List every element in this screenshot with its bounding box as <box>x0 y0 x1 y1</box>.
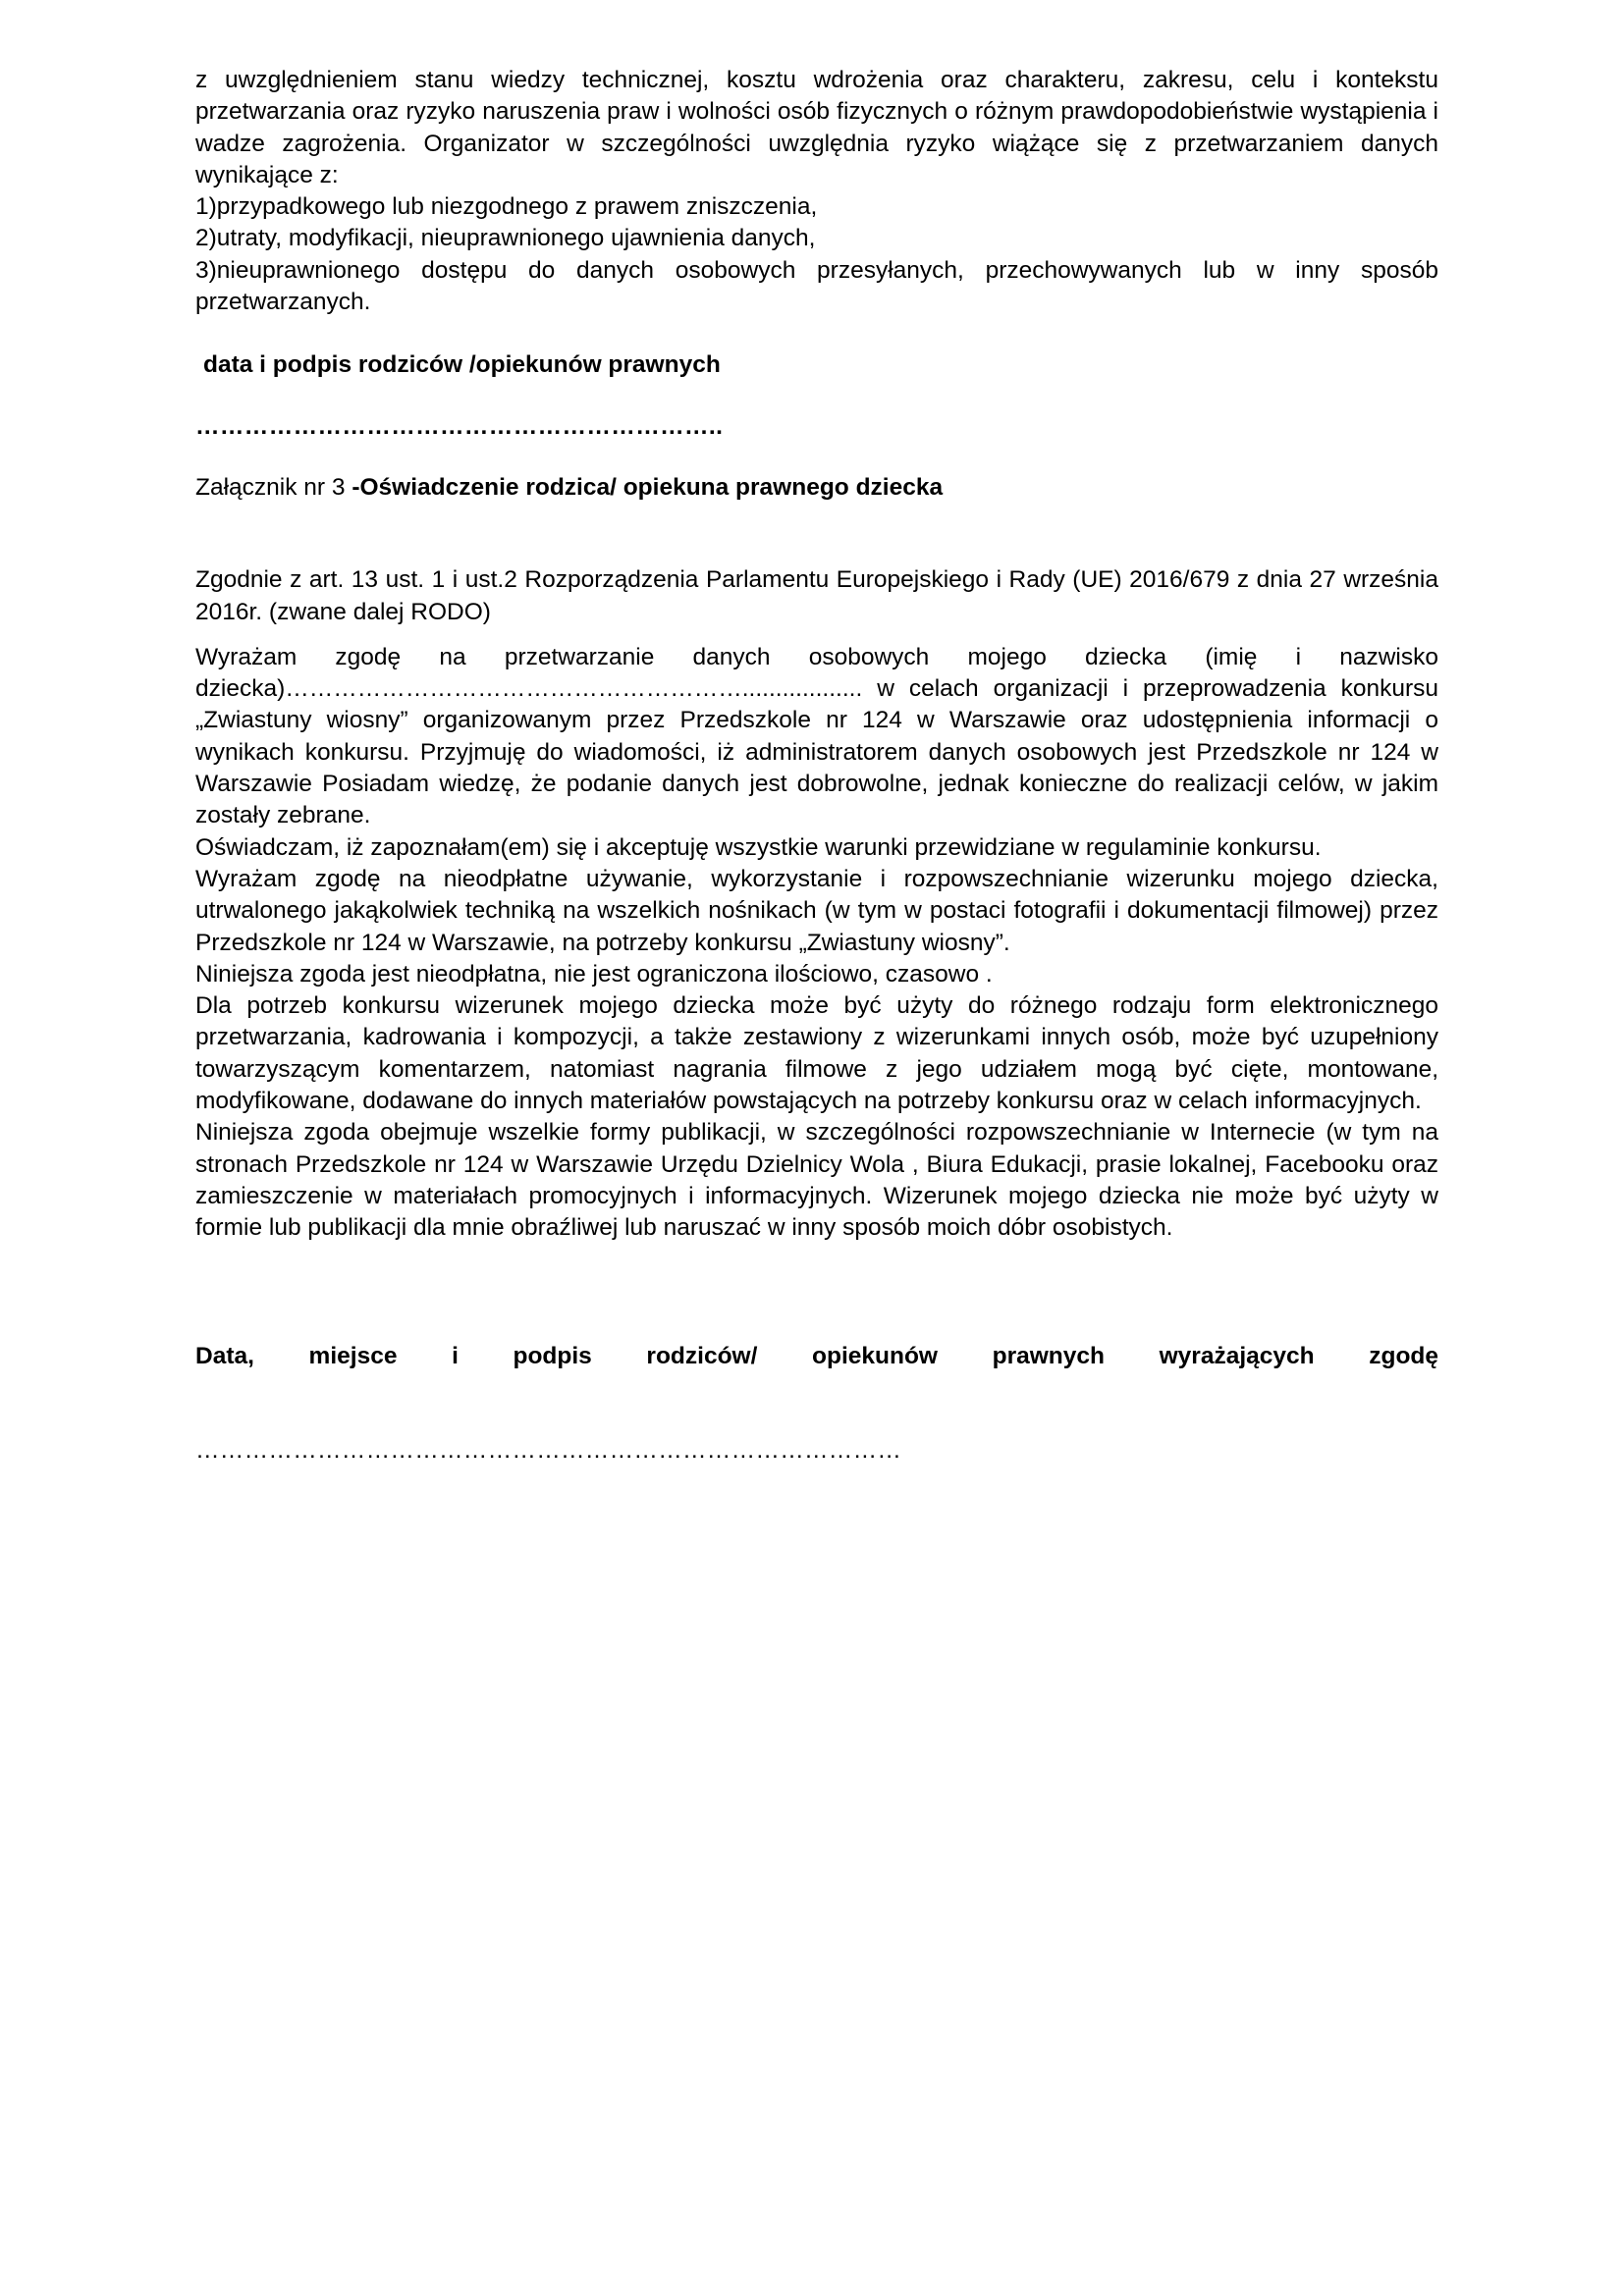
signature-line-2: …………………………………………………………………………… <box>195 1436 902 1464</box>
consent-block <box>195 642 1438 1245</box>
consent-paragraph-image-use: Wyrażam zgodę na nieodpłatne używanie, wykorzystanie i rozpowszechnianie wizerunku mojego dziecka, utrwalonego jakąkolwiek techniką na wszelkich nośnikach (w tym w postaci fotografii i dokumentacji filmowej) przez Przedszkole nr 124 w Warszawie, na potrzeby konkursu „Zwiastuny wiosny”. <box>195 865 1438 956</box>
risk-item-3: 3)nieuprawnionego dostępu do danych osobowych przesyłanych, przechowywanych lub w inny sposób przetwarzanych. <box>195 256 1438 316</box>
risk-list <box>195 191 1438 318</box>
consent-paragraph-free-of-charge: Niniejsza zgoda jest nieodpłatna, nie jest ograniczona ilościowo, czasowo . <box>195 960 993 988</box>
signature-label-2: Data, miejsce i podpis rodziców/ opiekunów prawnych wyrażających zgodę <box>195 1342 1438 1369</box>
consent-paragraph-data-processing: Wyrażam zgodę na przetwarzanie danych osobowych mojego dziecka (imię i nazwisko dziecka)………………………………………………….................. w celach organizacji i przeprowadzenia konkursu „Zwiastuny wiosny” organizowanym przez Przedszkole nr 124 w Warszawie oraz udostępnienia informacji o wynikach konkursu. Przyjmuję do wiadomości, iż administratorem danych osobowych jest Przedszkole nr 124 w Warszawie Posiadam wiedzę, że podanie danych jest dobrowolne, jednak konieczne do realizacji celów, w jakim zostały zebrane. <box>195 643 1438 829</box>
annex-title: -Oświadczenie rodzica/ opiekuna prawnego dziecka <box>352 473 944 501</box>
signature-line-1: ……………………………………………………….. <box>195 412 724 440</box>
annex-prefix: Załącznik nr 3 <box>195 473 352 501</box>
risk-item-2: 2)utraty, modyfikacji, nieuprawnionego ujawnienia danych, <box>195 225 816 252</box>
document-page <box>195 65 1438 1467</box>
legal-basis-paragraph: Zgodnie z art. 13 ust. 1 i ust.2 Rozporządzenia Parlamentu Europejskiego i Rady (UE) 2016/679 z dnia 27 września 2016r. (zwane dalej RODO) <box>195 566 1438 625</box>
signature-label-1: data i podpis rodziców /opiekunów prawnych <box>203 351 721 379</box>
intro-paragraph: z uwzględnieniem stanu wiedzy technicznej, kosztu wdrożenia oraz charakteru, zakresu, celu i kontekstu przetwarzania oraz ryzyko naruszenia praw i wolności osób fizycznych o różnym prawdopodobieństwie wystąpienia i wadze zagrożenia. Organizator w szczególności uwzględnia ryzyko wiążące się z przetwarzaniem danych wynikające z: <box>195 67 1438 188</box>
consent-paragraph-publication: Niniejsza zgoda obejmuje wszelkie formy publikacji, w szczególności rozpowszechnianie w Internecie (w tym na stronach Przedszkole nr 124 w Warszawie Urzędu Dzielnicy Wola , Biura Edukacji, prasie lokalnej, Facebooku oraz zamieszczenie w materiałach promocyjnych i informacyjnych. Wizerunek mojego dziecka nie może być użyty w formie lub publikacji dla mnie obraźliwej lub naruszać w inny sposób moich dóbr osobistych. <box>195 1119 1438 1242</box>
consent-paragraph-processing-forms: Dla potrzeb konkursu wizerunek mojego dziecka może być użyty do różnego rodzaju form elektronicznego przetwarzania, kadrowania i kompozycji, a także zestawiony z wizerunkami innych osób, może być uzupełniony towarzyszącym komentarzem, natomiast nagrania filmowe z jego udziałem mogą być cięte, montowane, modyfikowane, dodawane do innych materiałów powstających na potrzeby konkursu oraz w celach informacyjnych. <box>195 992 1438 1115</box>
consent-paragraph-rules: Oświadczam, iż zapoznałam(em) się i akceptuję wszystkie warunki przewidziane w regulaminie konkursu. <box>195 833 1322 861</box>
risk-item-1: 1)przypadkowego lub niezgodnego z prawem zniszczenia, <box>195 193 818 221</box>
annex-heading <box>195 472 1438 504</box>
